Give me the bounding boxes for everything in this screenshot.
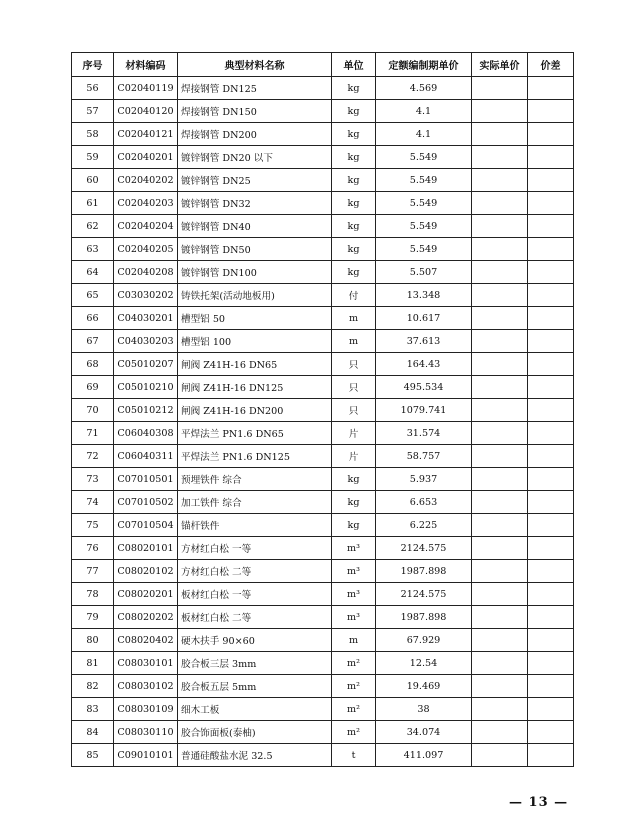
table-row	[72, 192, 574, 215]
cell-diff	[528, 284, 574, 307]
table-row	[72, 537, 574, 560]
cell-price: 19.469	[376, 675, 472, 698]
cell-diff	[528, 215, 574, 238]
table-row	[72, 698, 574, 721]
cell-actual	[472, 744, 528, 767]
cell-no: 63	[72, 238, 114, 261]
cell-diff	[528, 123, 574, 146]
cell-diff	[528, 606, 574, 629]
cell-no: 68	[72, 353, 114, 376]
cell-price: 58.757	[376, 445, 472, 468]
cell-code: C08020102	[114, 560, 178, 583]
cell-actual	[472, 330, 528, 353]
cell-unit: m³	[332, 606, 376, 629]
cell-name: 预埋铁件 综合	[178, 468, 332, 491]
header-code: 材料编码	[114, 53, 178, 77]
cell-name: 平焊法兰 PN1.6 DN125	[178, 445, 332, 468]
cell-unit: m³	[332, 560, 376, 583]
cell-price: 10.617	[376, 307, 472, 330]
cell-actual	[472, 422, 528, 445]
table-row	[72, 284, 574, 307]
table-row	[72, 353, 574, 376]
cell-name: 镀锌钢管 DN100	[178, 261, 332, 284]
table-row	[72, 215, 574, 238]
cell-code: C02040203	[114, 192, 178, 215]
cell-code: C02040120	[114, 100, 178, 123]
page-number: — 13 —	[509, 795, 569, 810]
cell-name: 焊接钢管 DN200	[178, 123, 332, 146]
cell-code: C06040308	[114, 422, 178, 445]
cell-unit: t	[332, 744, 376, 767]
cell-actual	[472, 514, 528, 537]
cell-no: 81	[72, 652, 114, 675]
cell-no: 84	[72, 721, 114, 744]
table-row	[72, 606, 574, 629]
cell-name: 细木工板	[178, 698, 332, 721]
cell-actual	[472, 215, 528, 238]
cell-name: 镀锌钢管 DN50	[178, 238, 332, 261]
cell-code: C02040205	[114, 238, 178, 261]
cell-price: 6.653	[376, 491, 472, 514]
table-row	[72, 238, 574, 261]
table-row	[72, 629, 574, 652]
cell-diff	[528, 399, 574, 422]
cell-no: 85	[72, 744, 114, 767]
cell-name: 硬木扶手 90×60	[178, 629, 332, 652]
cell-name: 胶合板三层 3mm	[178, 652, 332, 675]
cell-price: 38	[376, 698, 472, 721]
cell-actual	[472, 468, 528, 491]
cell-price: 4.1	[376, 123, 472, 146]
cell-diff	[528, 146, 574, 169]
cell-price: 2124.575	[376, 537, 472, 560]
cell-actual	[472, 399, 528, 422]
cell-code: C07010501	[114, 468, 178, 491]
cell-code: C02040208	[114, 261, 178, 284]
header-name: 典型材料名称	[178, 53, 332, 77]
cell-name: 闸阀 Z41H-16 DN200	[178, 399, 332, 422]
cell-diff	[528, 629, 574, 652]
table-row	[72, 445, 574, 468]
header-no: 序号	[72, 53, 114, 77]
cell-no: 79	[72, 606, 114, 629]
cell-name: 镀锌钢管 DN20 以下	[178, 146, 332, 169]
cell-unit: kg	[332, 146, 376, 169]
cell-name: 焊接钢管 DN125	[178, 77, 332, 100]
table-row	[72, 330, 574, 353]
cell-code: C08020101	[114, 537, 178, 560]
cell-actual	[472, 238, 528, 261]
table-row	[72, 169, 574, 192]
cell-name: 镀锌钢管 DN32	[178, 192, 332, 215]
table-row	[72, 675, 574, 698]
cell-actual	[472, 77, 528, 100]
cell-unit: m	[332, 330, 376, 353]
cell-no: 75	[72, 514, 114, 537]
table-row	[72, 261, 574, 284]
cell-unit: kg	[332, 169, 376, 192]
header-price: 定额编制期单价	[376, 53, 472, 77]
cell-code: C02040121	[114, 123, 178, 146]
cell-diff	[528, 169, 574, 192]
table-row	[72, 652, 574, 675]
cell-actual	[472, 100, 528, 123]
cell-no: 71	[72, 422, 114, 445]
cell-code: C02040202	[114, 169, 178, 192]
cell-name: 板材红白松 二等	[178, 606, 332, 629]
cell-diff	[528, 238, 574, 261]
cell-price: 1987.898	[376, 560, 472, 583]
cell-no: 66	[72, 307, 114, 330]
cell-code: C08030109	[114, 698, 178, 721]
cell-diff	[528, 491, 574, 514]
table-row	[72, 721, 574, 744]
cell-actual	[472, 491, 528, 514]
cell-price: 495.534	[376, 376, 472, 399]
cell-name: 镀锌钢管 DN40	[178, 215, 332, 238]
cell-price: 5.549	[376, 169, 472, 192]
cell-no: 60	[72, 169, 114, 192]
cell-diff	[528, 445, 574, 468]
table-row	[72, 307, 574, 330]
table-row	[72, 583, 574, 606]
cell-unit: 付	[332, 284, 376, 307]
cell-price: 5.549	[376, 238, 472, 261]
cell-actual	[472, 284, 528, 307]
cell-code: C02040201	[114, 146, 178, 169]
cell-no: 78	[72, 583, 114, 606]
cell-no: 73	[72, 468, 114, 491]
cell-price: 6.225	[376, 514, 472, 537]
cell-name: 方材红白松 一等	[178, 537, 332, 560]
cell-name: 平焊法兰 PN1.6 DN65	[178, 422, 332, 445]
cell-price: 5.549	[376, 146, 472, 169]
cell-code: C08020402	[114, 629, 178, 652]
cell-diff	[528, 376, 574, 399]
cell-code: C05010210	[114, 376, 178, 399]
cell-diff	[528, 422, 574, 445]
cell-code: C02040119	[114, 77, 178, 100]
cell-name: 铸铁托架(活动地板用)	[178, 284, 332, 307]
cell-unit: kg	[332, 192, 376, 215]
cell-name: 镀锌钢管 DN25	[178, 169, 332, 192]
cell-actual	[472, 353, 528, 376]
table-row	[72, 560, 574, 583]
cell-actual	[472, 376, 528, 399]
cell-unit: m²	[332, 675, 376, 698]
cell-price: 1079.741	[376, 399, 472, 422]
cell-name: 槽型铝 100	[178, 330, 332, 353]
cell-name: 槽型铝 50	[178, 307, 332, 330]
cell-actual	[472, 307, 528, 330]
cell-no: 83	[72, 698, 114, 721]
cell-unit: 片	[332, 445, 376, 468]
cell-actual	[472, 583, 528, 606]
cell-code: C07010504	[114, 514, 178, 537]
header-unit: 单位	[332, 53, 376, 77]
cell-unit: kg	[332, 77, 376, 100]
cell-name: 普通硅酸盐水泥 32.5	[178, 744, 332, 767]
cell-code: C05010212	[114, 399, 178, 422]
cell-code: C07010502	[114, 491, 178, 514]
cell-unit: m³	[332, 583, 376, 606]
cell-actual	[472, 261, 528, 284]
cell-name: 板材红白松 一等	[178, 583, 332, 606]
cell-no: 61	[72, 192, 114, 215]
cell-price: 5.549	[376, 192, 472, 215]
cell-actual	[472, 537, 528, 560]
table-row	[72, 744, 574, 767]
cell-code: C06040311	[114, 445, 178, 468]
cell-actual	[472, 192, 528, 215]
cell-unit: kg	[332, 123, 376, 146]
cell-actual	[472, 698, 528, 721]
cell-unit: 片	[332, 422, 376, 445]
cell-price: 13.348	[376, 284, 472, 307]
cell-actual	[472, 560, 528, 583]
cell-unit: kg	[332, 468, 376, 491]
cell-actual	[472, 675, 528, 698]
cell-no: 74	[72, 491, 114, 514]
cell-price: 5.549	[376, 215, 472, 238]
cell-price: 411.097	[376, 744, 472, 767]
cell-price: 4.569	[376, 77, 472, 100]
cell-diff	[528, 537, 574, 560]
cell-code: C09010101	[114, 744, 178, 767]
table-row	[72, 399, 574, 422]
cell-no: 70	[72, 399, 114, 422]
cell-diff	[528, 583, 574, 606]
cell-actual	[472, 606, 528, 629]
cell-code: C03030202	[114, 284, 178, 307]
cell-unit: m	[332, 307, 376, 330]
cell-no: 58	[72, 123, 114, 146]
cell-no: 76	[72, 537, 114, 560]
table-row	[72, 376, 574, 399]
cell-name: 锚杆铁件	[178, 514, 332, 537]
cell-no: 80	[72, 629, 114, 652]
cell-diff	[528, 698, 574, 721]
cell-diff	[528, 652, 574, 675]
table-row	[72, 491, 574, 514]
cell-unit: 只	[332, 376, 376, 399]
table-row	[72, 146, 574, 169]
cell-diff	[528, 721, 574, 744]
cell-actual	[472, 652, 528, 675]
cell-name: 胶合饰面板(泰柚)	[178, 721, 332, 744]
cell-price: 5.937	[376, 468, 472, 491]
table-row	[72, 422, 574, 445]
cell-diff	[528, 560, 574, 583]
cell-no: 67	[72, 330, 114, 353]
cell-price: 4.1	[376, 100, 472, 123]
cell-unit: 只	[332, 353, 376, 376]
cell-name: 加工铁件 综合	[178, 491, 332, 514]
cell-actual	[472, 721, 528, 744]
cell-code: C08020201	[114, 583, 178, 606]
cell-diff	[528, 100, 574, 123]
cell-price: 2124.575	[376, 583, 472, 606]
cell-unit: m³	[332, 537, 376, 560]
cell-actual	[472, 445, 528, 468]
cell-diff	[528, 192, 574, 215]
header-diff: 价差	[528, 53, 574, 77]
header-actual: 实际单价	[472, 53, 528, 77]
cell-actual	[472, 123, 528, 146]
table-row	[72, 77, 574, 100]
cell-no: 69	[72, 376, 114, 399]
cell-price: 34.074	[376, 721, 472, 744]
cell-price: 12.54	[376, 652, 472, 675]
cell-no: 59	[72, 146, 114, 169]
cell-code: C08030102	[114, 675, 178, 698]
cell-price: 37.613	[376, 330, 472, 353]
cell-diff	[528, 353, 574, 376]
cell-name: 闸阀 Z41H-16 DN65	[178, 353, 332, 376]
cell-unit: kg	[332, 491, 376, 514]
cell-diff	[528, 261, 574, 284]
cell-unit: kg	[332, 514, 376, 537]
cell-diff	[528, 330, 574, 353]
table-row	[72, 514, 574, 537]
cell-name: 方材红白松 二等	[178, 560, 332, 583]
cell-no: 72	[72, 445, 114, 468]
cell-code: C05010207	[114, 353, 178, 376]
cell-diff	[528, 744, 574, 767]
cell-no: 82	[72, 675, 114, 698]
cell-price: 5.507	[376, 261, 472, 284]
cell-unit: 只	[332, 399, 376, 422]
table-header-row	[72, 53, 574, 77]
cell-unit: kg	[332, 261, 376, 284]
cell-code: C08030110	[114, 721, 178, 744]
table-row	[72, 100, 574, 123]
cell-unit: m²	[332, 721, 376, 744]
cell-unit: kg	[332, 100, 376, 123]
cell-code: C04030203	[114, 330, 178, 353]
cell-no: 57	[72, 100, 114, 123]
cell-unit: m²	[332, 652, 376, 675]
cell-unit: kg	[332, 238, 376, 261]
cell-no: 62	[72, 215, 114, 238]
table-row	[72, 123, 574, 146]
cell-no: 56	[72, 77, 114, 100]
cell-unit: m	[332, 629, 376, 652]
material-price-table	[71, 52, 574, 767]
cell-code: C08030101	[114, 652, 178, 675]
cell-name: 焊接钢管 DN150	[178, 100, 332, 123]
table-body	[72, 77, 574, 767]
cell-no: 77	[72, 560, 114, 583]
cell-code: C04030201	[114, 307, 178, 330]
cell-unit: kg	[332, 215, 376, 238]
cell-code: C08020202	[114, 606, 178, 629]
cell-price: 67.929	[376, 629, 472, 652]
cell-no: 65	[72, 284, 114, 307]
cell-diff	[528, 468, 574, 491]
cell-price: 164.43	[376, 353, 472, 376]
cell-code: C02040204	[114, 215, 178, 238]
cell-price: 1987.898	[376, 606, 472, 629]
cell-name: 闸阀 Z41H-16 DN125	[178, 376, 332, 399]
cell-diff	[528, 307, 574, 330]
cell-actual	[472, 629, 528, 652]
cell-price: 31.574	[376, 422, 472, 445]
cell-no: 64	[72, 261, 114, 284]
cell-diff	[528, 514, 574, 537]
cell-actual	[472, 169, 528, 192]
cell-unit: m²	[332, 698, 376, 721]
cell-diff	[528, 77, 574, 100]
cell-diff	[528, 675, 574, 698]
table-row	[72, 468, 574, 491]
cell-name: 胶合板五层 5mm	[178, 675, 332, 698]
cell-actual	[472, 146, 528, 169]
